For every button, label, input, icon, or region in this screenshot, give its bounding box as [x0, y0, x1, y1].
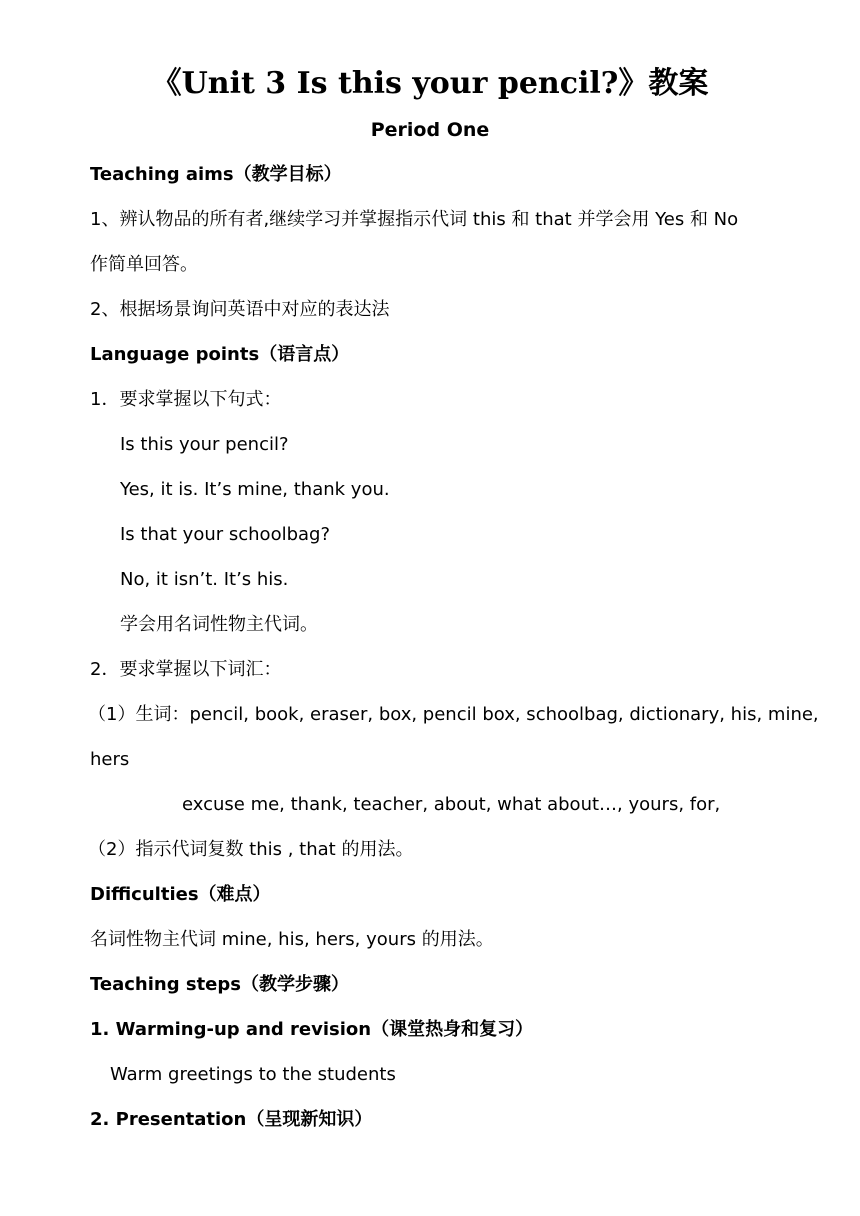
language-point-2: 2．要求掌握以下词汇： — [90, 659, 282, 680]
sentence-4: No, it isn’t. It’s his. — [120, 569, 289, 590]
sentence-3: Is that your schoolbag? — [120, 524, 331, 545]
step-1-text: Warm greetings to the students — [110, 1064, 396, 1085]
vocabulary-line-1: （1）生词：pencil, book, eraser, box, pencil box, schoolbag, dictionary, his, mine, — [88, 704, 819, 725]
difficulty-1: 名词性物主代词 mine, his, hers, yours 的用法。 — [90, 929, 494, 950]
teaching-aims-heading: Teaching aims（教学目标） — [90, 164, 342, 185]
sentence-1: Is this your pencil? — [120, 434, 289, 455]
aim-1-line-2: 作简单回答。 — [90, 254, 198, 275]
language-points-heading: Language points（语言点） — [90, 344, 350, 365]
document-title: 《Unit 3 Is this your pencil?》教案 — [151, 66, 709, 101]
aim-1-line-1: 1、辨认物品的所有者,继续学习并掌握指示代词 this 和 that 并学会用 Yes 和 No — [90, 209, 739, 230]
vocabulary-line-2: hers — [90, 749, 130, 770]
vocabulary-line-3: excuse me, thank, teacher, about, what about…, yours, for, — [182, 794, 721, 815]
difficulties-heading: Difficulties（难点） — [90, 884, 271, 905]
step-2-heading: 2. Presentation（呈现新知识） — [90, 1109, 373, 1130]
language-point-1: 1．要求掌握以下句式： — [90, 389, 282, 410]
sentence-5: 学会用名词性物主代词。 — [120, 614, 318, 635]
vocabulary-line-4: （2）指示代词复数 this , that 的用法。 — [88, 839, 414, 860]
aim-2: 2、根据场景询问英语中对应的表达法 — [90, 299, 390, 320]
sentence-2: Yes, it is. It’s mine, thank you. — [120, 479, 390, 500]
teaching-steps-heading: Teaching steps（教学步骤） — [90, 974, 349, 995]
step-1-heading: 1. Warming-up and revision（课堂热身和复习） — [90, 1019, 534, 1040]
document-subtitle: Period One — [370, 119, 490, 141]
